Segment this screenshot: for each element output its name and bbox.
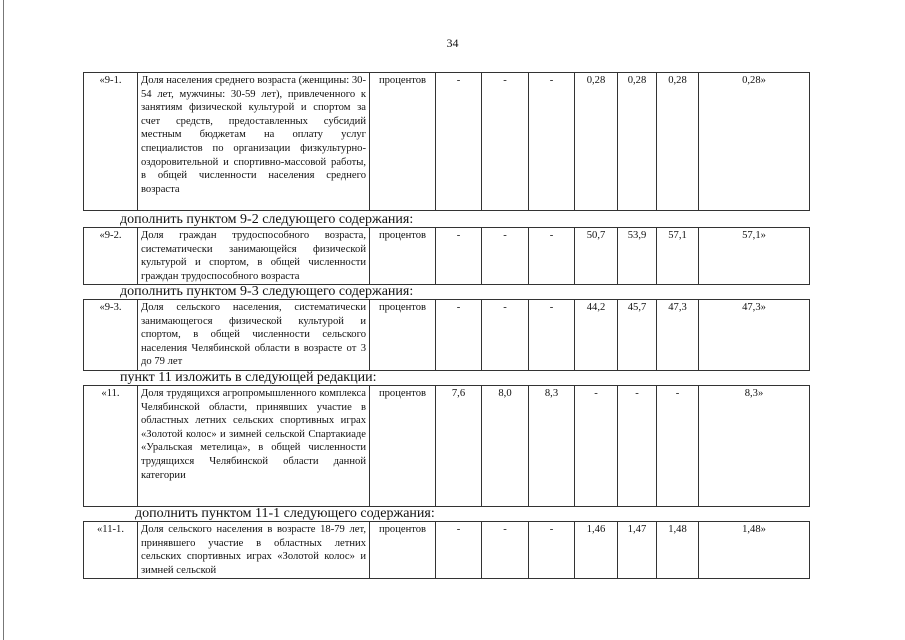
value-cell: -: [436, 73, 482, 211]
row-number: «11.: [84, 386, 138, 507]
value-cell: 8,3: [529, 386, 575, 507]
value-cell: -: [529, 300, 575, 371]
value-cell: 53,9: [618, 228, 657, 285]
value-cell: 45,7: [618, 300, 657, 371]
indicator-description: Доля сельского населения в возрасте 18-79 лет, принявшего участие в областных летних сельских спортивных играх «Золотой колос» и зимней сельской: [138, 522, 370, 579]
unit-cell: процентов: [370, 300, 436, 371]
value-cell: -: [482, 300, 529, 371]
table-row-9-3: [83, 299, 810, 371]
instruction-text: пункт 11 изложить в следующей редакции:: [120, 370, 377, 385]
indicator-description: Доля сельского населения, систематически занимающегося физической культурой и спортом, в общей численности сельского населения Челябинской области в возрасте от 3 до 79 лет: [138, 300, 370, 371]
value-cell: -: [529, 228, 575, 285]
value-cell: -: [529, 522, 575, 579]
table-row-9-2: [83, 227, 810, 285]
value-cell: 7,6: [436, 386, 482, 507]
unit-cell: процентов: [370, 386, 436, 507]
value-cell: 47,3: [657, 300, 699, 371]
value-cell: -: [529, 73, 575, 211]
indicator-description: Доля трудящихся агропромышленного комплекса Челябинской области, принявших участие в областных летних сельских спортивных играх «Золотой колос» и зимней сельской Спартакиаде «Уральская метелица», в общей численности трудящихся Челябинской области данной категории: [138, 386, 370, 507]
unit-cell: процентов: [370, 228, 436, 285]
value-cell: 1,47: [618, 522, 657, 579]
value-cell-final: 8,3»: [699, 386, 810, 507]
value-cell: -: [482, 228, 529, 285]
value-cell: 1,46: [575, 522, 618, 579]
value-cell: 50,7: [575, 228, 618, 285]
value-cell: -: [436, 522, 482, 579]
row-number: «11-1.: [84, 522, 138, 579]
value-cell: 1,48: [657, 522, 699, 579]
value-cell: -: [657, 386, 699, 507]
value-cell-final: 0,28»: [699, 73, 810, 211]
value-cell: 0,28: [657, 73, 699, 211]
row-number: «9-1.: [84, 73, 138, 211]
value-cell: -: [436, 300, 482, 371]
unit-cell: процентов: [370, 522, 436, 579]
value-cell-final: 57,1»: [699, 228, 810, 285]
page-number: 34: [446, 36, 459, 50]
value-cell: 0,28: [618, 73, 657, 211]
value-cell-final: 1,48»: [699, 522, 810, 579]
value-cell: -: [618, 386, 657, 507]
indicator-description: Доля населения среднего возраста (женщины: 30-54 лет, мужчины: 30-59 лет), привлеченного к занятиям физической культурой и спортом за счет средств, предоставленных субсидий местным бюджетам на оплату услуг специалистов по организации физкультурно-оздоровительной и спортивно-массовой работы, в общей численности населения среднего возраста: [138, 73, 370, 211]
value-cell: -: [436, 228, 482, 285]
value-cell: -: [482, 522, 529, 579]
value-cell: 8,0: [482, 386, 529, 507]
unit-cell: процентов: [370, 73, 436, 211]
table-row-11: [83, 385, 810, 507]
value-cell: 57,1: [657, 228, 699, 285]
table-row-11-1: [83, 521, 810, 579]
instruction-text: дополнить пунктом 9-2 следующего содержания:: [120, 212, 414, 227]
page-left-edge: [3, 0, 4, 640]
value-cell-final: 47,3»: [699, 300, 810, 371]
table-row-9-1: [83, 72, 810, 211]
instruction-text: дополнить пунктом 9-3 следующего содержания:: [120, 284, 414, 299]
value-cell: -: [482, 73, 529, 211]
value-cell: 0,28: [575, 73, 618, 211]
row-number: «9-2.: [84, 228, 138, 285]
instruction-text: дополнить пунктом 11-1 следующего содержания:: [135, 506, 435, 521]
indicator-description: Доля граждан трудоспособного возраста, систематически занимающейся физической культурой и спортом, в общей численности граждан трудоспособного возраста: [138, 228, 370, 285]
value-cell: -: [575, 386, 618, 507]
row-number: «9-3.: [84, 300, 138, 371]
value-cell: 44,2: [575, 300, 618, 371]
